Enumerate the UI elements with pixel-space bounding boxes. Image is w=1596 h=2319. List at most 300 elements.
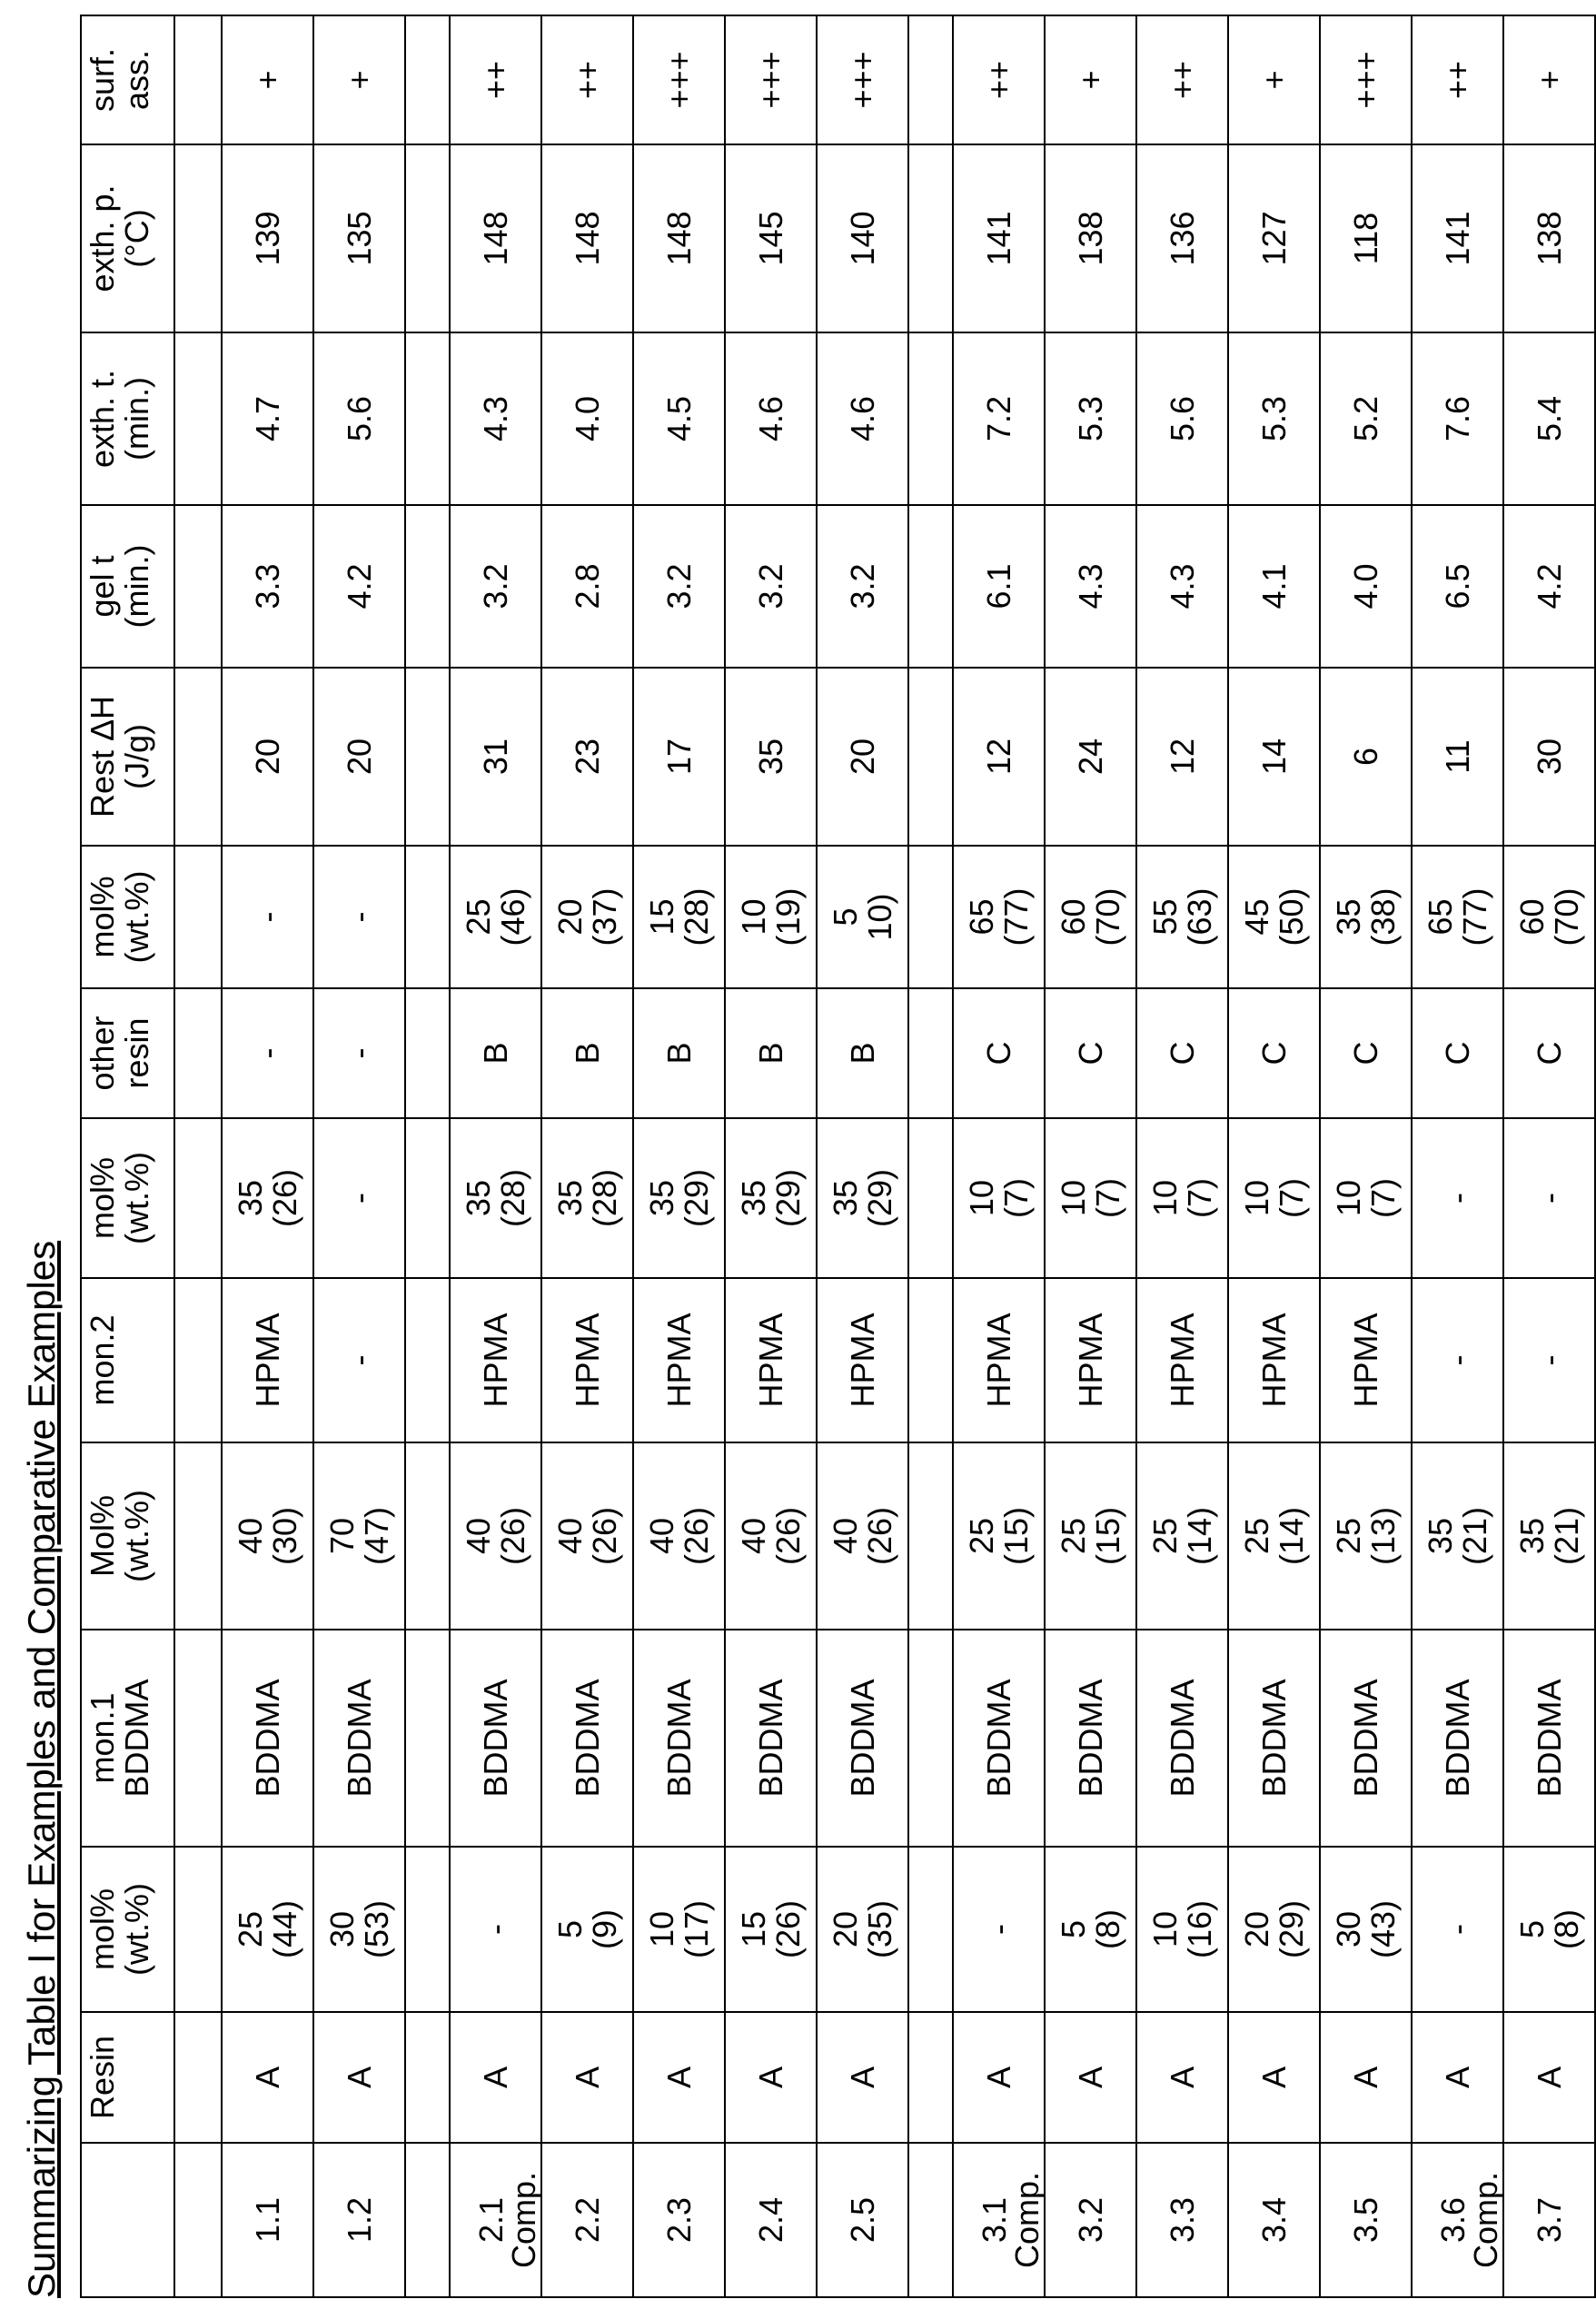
cell-text-line: 7.6 bbox=[1441, 339, 1475, 499]
cell-text-line: BDDMA bbox=[982, 1636, 1016, 1840]
table-cell bbox=[633, 846, 725, 988]
table-cell bbox=[817, 988, 908, 1118]
table-cell bbox=[313, 1847, 405, 2012]
table-cell bbox=[725, 144, 817, 332]
cell-text-line: (14) bbox=[1183, 1449, 1217, 1623]
cell-text-line: 20 bbox=[1240, 1853, 1274, 2006]
table-cell bbox=[222, 846, 313, 988]
cell-text-line: 3.2 bbox=[754, 511, 788, 661]
table-cell bbox=[450, 1118, 541, 1278]
table-cell bbox=[725, 1847, 817, 2012]
table-cell bbox=[1136, 846, 1228, 988]
cell-text-line: 70 bbox=[325, 1449, 360, 1623]
cell-text-line: 10) bbox=[863, 852, 897, 982]
cell-text-line: 141 bbox=[982, 151, 1016, 326]
cell-text-line: 35 bbox=[1332, 852, 1366, 982]
table-row bbox=[313, 15, 405, 2297]
table-cell bbox=[1045, 1630, 1136, 1847]
table-cell bbox=[450, 2012, 541, 2143]
table-cell bbox=[725, 988, 817, 1118]
cell-text-line: C bbox=[1165, 995, 1200, 1112]
table-cell bbox=[953, 1118, 1045, 1278]
table-cell bbox=[450, 505, 541, 668]
table-cell bbox=[1045, 505, 1136, 668]
cell-text-line: 148 bbox=[570, 151, 605, 326]
table-cell bbox=[1412, 1847, 1503, 2012]
table-cell bbox=[313, 505, 405, 668]
column-header bbox=[81, 505, 174, 668]
cell-text-line: (8) bbox=[1550, 1853, 1584, 2006]
cell-text-line: 25 bbox=[965, 1449, 999, 1623]
cell-text-line: 10 bbox=[1148, 1853, 1183, 2006]
table-cell bbox=[1045, 1118, 1136, 1278]
table-cell bbox=[817, 15, 908, 144]
cell-text-line: - bbox=[251, 852, 285, 982]
cell-text-line: (44) bbox=[268, 1853, 302, 2006]
cell-text-line: 4.7 bbox=[251, 339, 285, 499]
cell-text-line: 10 bbox=[645, 1853, 679, 2006]
cell-text-line: B bbox=[846, 995, 880, 1112]
cell-text-line: HPMA bbox=[1165, 1284, 1200, 1436]
cell-text-line: (46) bbox=[496, 852, 530, 982]
table-cell bbox=[953, 846, 1045, 988]
table-cell bbox=[725, 846, 817, 988]
example-label bbox=[1045, 2143, 1136, 2297]
cell-text-line: BDDMA bbox=[120, 1636, 154, 1840]
cell-text-line: 35 bbox=[1423, 1449, 1458, 1623]
cell-text-line: (28) bbox=[496, 1125, 530, 1272]
table-cell bbox=[633, 505, 725, 668]
cell-text-line: +++ bbox=[1349, 22, 1383, 138]
cell-text-line: A bbox=[1441, 2018, 1475, 2136]
table-cell bbox=[1412, 1118, 1503, 1278]
cell-text-line: 24 bbox=[1074, 674, 1108, 839]
table-cell bbox=[1045, 846, 1136, 988]
table-cell bbox=[817, 505, 908, 668]
empty-cell bbox=[174, 1118, 222, 1278]
empty-cell bbox=[405, 1118, 450, 1278]
cell-text-line: gel t bbox=[85, 511, 120, 661]
table-cell bbox=[817, 846, 908, 988]
cell-text-line: A bbox=[662, 2018, 697, 2136]
cell-text-line: 65 bbox=[965, 852, 999, 982]
cell-text-line: BDDMA bbox=[1349, 1636, 1383, 1840]
column-header bbox=[81, 1118, 174, 1278]
cell-text-line: (30) bbox=[268, 1449, 302, 1623]
table-cell bbox=[1045, 2012, 1136, 2143]
cell-text-line: 35 bbox=[553, 1125, 588, 1272]
cell-text-line: (26) bbox=[496, 1449, 530, 1623]
cell-text-line: C bbox=[1349, 995, 1383, 1112]
table-cell bbox=[450, 1278, 541, 1442]
cell-text-line: A bbox=[1532, 2018, 1567, 2136]
cell-text-line: BDDMA bbox=[1165, 1636, 1200, 1840]
cell-text-line: (19) bbox=[771, 852, 806, 982]
cell-text-line: 17 bbox=[662, 674, 697, 839]
column-header bbox=[81, 332, 174, 505]
table-cell bbox=[1503, 1442, 1595, 1630]
cell-text-line: 139 bbox=[251, 151, 285, 326]
cell-text-line: - bbox=[1441, 1853, 1475, 2006]
cell-text-line: 35 bbox=[233, 1125, 268, 1272]
cell-text-line: (wt.%) bbox=[120, 1853, 154, 2006]
cell-text-line: 4.6 bbox=[846, 339, 880, 499]
table-cell bbox=[633, 15, 725, 144]
empty-cell bbox=[174, 144, 222, 332]
table-cell bbox=[1228, 988, 1320, 1118]
cell-text-line: A bbox=[251, 2018, 285, 2136]
cell-text-line: mol% bbox=[85, 852, 120, 982]
table-cell bbox=[633, 1630, 725, 1847]
table-cell bbox=[817, 668, 908, 846]
cell-text-line: A bbox=[1349, 2018, 1383, 2136]
cell-text-line: (70) bbox=[1091, 852, 1125, 982]
example-label bbox=[1503, 2143, 1595, 2297]
cell-text-line: 4.6 bbox=[754, 339, 788, 499]
cell-text-line: (J/g) bbox=[120, 674, 154, 839]
cell-text-line: (28) bbox=[588, 1125, 622, 1272]
cell-text-line: 5 bbox=[828, 852, 863, 982]
table-cell bbox=[541, 1847, 633, 2012]
cell-text-line: 55 bbox=[1148, 852, 1183, 982]
cell-text-line: 5 bbox=[1056, 1853, 1091, 2006]
empty-cell bbox=[908, 1442, 953, 1630]
cell-text-line: 30 bbox=[1332, 1853, 1366, 2006]
table-cell bbox=[633, 2012, 725, 2143]
cell-text-line: (77) bbox=[1458, 852, 1492, 982]
cell-text-line: +++ bbox=[846, 22, 880, 138]
table-cell bbox=[541, 505, 633, 668]
cell-text-line: (°C) bbox=[120, 151, 154, 326]
table-cell bbox=[817, 332, 908, 505]
cell-text-line: HPMA bbox=[662, 1284, 697, 1436]
table-row bbox=[1503, 15, 1595, 2297]
cell-text-line: 5.2 bbox=[1349, 339, 1383, 499]
cell-text-line: 45 bbox=[1240, 852, 1274, 982]
empty-cell bbox=[405, 144, 450, 332]
cell-text-line: BDDMA bbox=[1257, 1636, 1292, 1840]
table-cell bbox=[633, 1847, 725, 2012]
table-cell bbox=[1320, 505, 1412, 668]
empty-cell bbox=[405, 668, 450, 846]
table-cell bbox=[1503, 988, 1595, 1118]
cell-text-line: A bbox=[1074, 2018, 1108, 2136]
table-cell bbox=[1228, 505, 1320, 668]
empty-cell bbox=[174, 1847, 222, 2012]
cell-text-line: - bbox=[1441, 1284, 1475, 1436]
example-label bbox=[817, 2143, 908, 2297]
cell-text-line: other bbox=[85, 995, 120, 1112]
cell-text-line: 25 bbox=[461, 852, 496, 982]
cell-text-line: 6 bbox=[1349, 674, 1383, 839]
table-cell bbox=[313, 15, 405, 144]
table-cell bbox=[313, 1278, 405, 1442]
cell-text-line: 40 bbox=[553, 1449, 588, 1623]
table-cell bbox=[541, 15, 633, 144]
table-cell bbox=[222, 1442, 313, 1630]
cell-text-line: 5 bbox=[1515, 1853, 1550, 2006]
table-cell bbox=[1320, 15, 1412, 144]
cell-text-line: Comp. bbox=[508, 2149, 540, 2291]
table-cell bbox=[222, 1847, 313, 2012]
table-cell bbox=[1228, 1442, 1320, 1630]
table-cell bbox=[1503, 15, 1595, 144]
empty-cell bbox=[405, 2143, 450, 2297]
table-cell bbox=[1136, 1847, 1228, 2012]
table-cell bbox=[541, 988, 633, 1118]
table-cell bbox=[1320, 2012, 1412, 2143]
table-cell bbox=[1320, 1442, 1412, 1630]
cell-text-line: 3.4 bbox=[1257, 2149, 1292, 2291]
cell-text-line: 10 bbox=[737, 852, 771, 982]
cell-text-line: BDDMA bbox=[754, 1636, 788, 1840]
cell-text-line: (wt.%) bbox=[120, 1125, 154, 1272]
table-cell bbox=[1503, 1278, 1595, 1442]
cell-text-line: HPMA bbox=[251, 1284, 285, 1436]
cell-text-line: 65 bbox=[1423, 852, 1458, 982]
table-cell bbox=[1136, 2012, 1228, 2143]
table-cell bbox=[817, 1118, 908, 1278]
cell-text-line: C bbox=[1074, 995, 1108, 1112]
empty-cell bbox=[908, 2012, 953, 2143]
cell-text-line: A bbox=[1257, 2018, 1292, 2136]
cell-text-line: 118 bbox=[1349, 151, 1383, 326]
cell-text-line: 4.2 bbox=[342, 511, 377, 661]
cell-text-line: 35 bbox=[645, 1125, 679, 1272]
table-cell bbox=[1228, 1847, 1320, 2012]
table-cell bbox=[1136, 1630, 1228, 1847]
cell-text-line: 30 bbox=[1532, 674, 1567, 839]
table-cell bbox=[450, 15, 541, 144]
table-cell bbox=[1228, 2012, 1320, 2143]
empty-cell bbox=[908, 1630, 953, 1847]
example-label bbox=[633, 2143, 725, 2297]
cell-text-line: 1.2 bbox=[342, 2149, 377, 2291]
table-cell bbox=[1228, 332, 1320, 505]
table-cell bbox=[633, 1442, 725, 1630]
table-cell bbox=[1503, 1847, 1595, 2012]
cell-text-line: +++ bbox=[662, 22, 697, 138]
empty-cell bbox=[908, 988, 953, 1118]
cell-text-line: BDDMA bbox=[479, 1636, 513, 1840]
table-cell bbox=[817, 1630, 908, 1847]
table-cell bbox=[1503, 2012, 1595, 2143]
cell-text-line: 25 bbox=[1148, 1449, 1183, 1623]
table-cell bbox=[817, 144, 908, 332]
table-cell bbox=[953, 1847, 1045, 2012]
cell-text-line: mon.2 bbox=[85, 1284, 120, 1436]
table-cell bbox=[541, 332, 633, 505]
empty-cell bbox=[908, 1278, 953, 1442]
example-label bbox=[1412, 2143, 1503, 2297]
cell-text-line: 35 bbox=[737, 1125, 771, 1272]
cell-text-line: 4.3 bbox=[479, 339, 513, 499]
empty-cell bbox=[174, 846, 222, 988]
table-cell bbox=[222, 2012, 313, 2143]
cell-text-line: A bbox=[754, 2018, 788, 2136]
cell-text-line: 3.5 bbox=[1349, 2149, 1383, 2291]
table-cell bbox=[817, 1847, 908, 2012]
cell-text-line: mon.1 bbox=[85, 1636, 120, 1840]
table-row bbox=[541, 15, 633, 2297]
cell-text-line: BDDMA bbox=[342, 1636, 377, 1840]
cell-text-line: 5.4 bbox=[1532, 339, 1567, 499]
cell-text-line: 25 bbox=[1056, 1449, 1091, 1623]
cell-text-line: 10 bbox=[1332, 1125, 1366, 1272]
example-label bbox=[1320, 2143, 1412, 2297]
cell-text-line: 40 bbox=[737, 1449, 771, 1623]
table-row bbox=[725, 15, 817, 2297]
example-label bbox=[313, 2143, 405, 2297]
table-cell bbox=[1228, 668, 1320, 846]
table-cell bbox=[1045, 332, 1136, 505]
cell-text-line: HPMA bbox=[754, 1284, 788, 1436]
cell-text-line: (14) bbox=[1274, 1449, 1309, 1623]
cell-text-line: + bbox=[1074, 22, 1108, 138]
cell-text-line: C bbox=[1441, 995, 1475, 1112]
table-cell bbox=[1412, 846, 1503, 988]
cell-text-line: A bbox=[342, 2018, 377, 2136]
cell-text-line: 148 bbox=[662, 151, 697, 326]
table-cell bbox=[1136, 15, 1228, 144]
table-cell bbox=[313, 668, 405, 846]
cell-text-line: 14 bbox=[1257, 674, 1292, 839]
cell-text-line: mol% bbox=[85, 1125, 120, 1272]
table-cell bbox=[817, 1278, 908, 1442]
table-cell bbox=[1412, 15, 1503, 144]
cell-text-line: 40 bbox=[645, 1449, 679, 1623]
cell-text-line: 2.2 bbox=[570, 2149, 605, 2291]
cell-text-line: Resin bbox=[85, 2018, 120, 2136]
table-cell bbox=[1503, 144, 1595, 332]
table-cell bbox=[725, 1278, 817, 1442]
example-label bbox=[541, 2143, 633, 2297]
table-cell bbox=[725, 15, 817, 144]
table-cell bbox=[725, 1118, 817, 1278]
cell-text-line: (21) bbox=[1550, 1449, 1584, 1623]
table-cell bbox=[1503, 1118, 1595, 1278]
cell-text-line: A bbox=[1165, 2018, 1200, 2136]
cell-text-line: BDDMA bbox=[662, 1636, 697, 1840]
table-cell bbox=[1136, 1118, 1228, 1278]
cell-text-line: 3.7 bbox=[1532, 2149, 1567, 2291]
cell-text-line: - bbox=[1532, 1125, 1567, 1272]
table-cell bbox=[541, 1630, 633, 1847]
table-cell bbox=[1228, 846, 1320, 988]
table-cell bbox=[953, 15, 1045, 144]
empty-cell bbox=[405, 1442, 450, 1630]
table-cell bbox=[450, 988, 541, 1118]
cell-text-line: (17) bbox=[679, 1853, 714, 2006]
table-cell bbox=[450, 846, 541, 988]
cell-text-line: ass. bbox=[120, 22, 154, 138]
table-cell bbox=[1320, 668, 1412, 846]
cell-text-line: 20 bbox=[342, 674, 377, 839]
column-header bbox=[81, 1278, 174, 1442]
table-cell bbox=[1320, 846, 1412, 988]
cell-text-line: A bbox=[846, 2018, 880, 2136]
cell-text-line: ++ bbox=[982, 22, 1016, 138]
cell-text-line: BDDMA bbox=[1074, 1636, 1108, 1840]
cell-text-line: 4.2 bbox=[1532, 511, 1567, 661]
table-cell bbox=[222, 144, 313, 332]
cell-text-line: (8) bbox=[1091, 1853, 1125, 2006]
cell-text-line: 5.3 bbox=[1257, 339, 1292, 499]
table-cell bbox=[450, 144, 541, 332]
cell-text-line: HPMA bbox=[982, 1284, 1016, 1436]
cell-text-line: C bbox=[1532, 995, 1567, 1112]
cell-text-line: 2.4 bbox=[754, 2149, 788, 2291]
cell-text-line: - bbox=[1532, 1284, 1567, 1436]
table-cell bbox=[817, 1442, 908, 1630]
cell-text-line: 7.2 bbox=[982, 339, 1016, 499]
table-cell bbox=[633, 988, 725, 1118]
cell-text-line: A bbox=[982, 2018, 1016, 2136]
cell-text-line: BDDMA bbox=[251, 1636, 285, 1840]
table-cell bbox=[541, 1442, 633, 1630]
cell-text-line: 10 bbox=[965, 1125, 999, 1272]
table-cell bbox=[725, 2012, 817, 2143]
table-cell bbox=[633, 144, 725, 332]
cell-text-line: 20 bbox=[553, 852, 588, 982]
cell-text-line: (min.) bbox=[120, 511, 154, 661]
cell-text-line: (wt.%) bbox=[120, 1449, 154, 1623]
cell-text-line: (29) bbox=[863, 1125, 897, 1272]
table-cell bbox=[1503, 505, 1595, 668]
cell-text-line: HPMA bbox=[846, 1284, 880, 1436]
empty-cell bbox=[174, 1630, 222, 1847]
cell-text-line: Mol% bbox=[85, 1449, 120, 1623]
table-cell bbox=[1045, 1847, 1136, 2012]
table-cell bbox=[1228, 1118, 1320, 1278]
column-header bbox=[81, 846, 174, 988]
cell-text-line: 3.2 bbox=[662, 511, 697, 661]
cell-text-line: (29) bbox=[1274, 1853, 1309, 2006]
cell-text-line: 4.0 bbox=[1349, 511, 1383, 661]
cell-text-line: (29) bbox=[771, 1125, 806, 1272]
cell-text-line: 138 bbox=[1074, 151, 1108, 326]
cell-text-line: ++ bbox=[1165, 22, 1200, 138]
spacer-row bbox=[174, 15, 222, 2297]
cell-text-line: (70) bbox=[1550, 852, 1584, 982]
table-cell bbox=[953, 505, 1045, 668]
empty-cell bbox=[174, 505, 222, 668]
table-cell bbox=[953, 332, 1045, 505]
table-cell bbox=[1503, 846, 1595, 988]
example-label bbox=[725, 2143, 817, 2297]
cell-text-line: 3.2 bbox=[1074, 2149, 1108, 2291]
cell-text-line: (26) bbox=[771, 1449, 806, 1623]
table-cell bbox=[222, 988, 313, 1118]
empty-cell bbox=[174, 988, 222, 1118]
cell-text-line: - bbox=[342, 995, 377, 1112]
table-cell bbox=[1136, 505, 1228, 668]
table-cell bbox=[1045, 1442, 1136, 1630]
cell-text-line: 3.2 bbox=[479, 511, 513, 661]
cell-text-line: (15) bbox=[999, 1449, 1034, 1623]
empty-cell bbox=[174, 1278, 222, 1442]
empty-cell bbox=[908, 144, 953, 332]
table-cell bbox=[1412, 2012, 1503, 2143]
empty-cell bbox=[908, 332, 953, 505]
table-cell bbox=[953, 1442, 1045, 1630]
table-cell bbox=[313, 2012, 405, 2143]
cell-text-line: 5 bbox=[553, 1853, 588, 2006]
summary-table bbox=[80, 15, 1596, 2298]
cell-text-line: 127 bbox=[1257, 151, 1292, 326]
cell-text-line: (21) bbox=[1458, 1449, 1492, 1623]
table-cell bbox=[1412, 988, 1503, 1118]
